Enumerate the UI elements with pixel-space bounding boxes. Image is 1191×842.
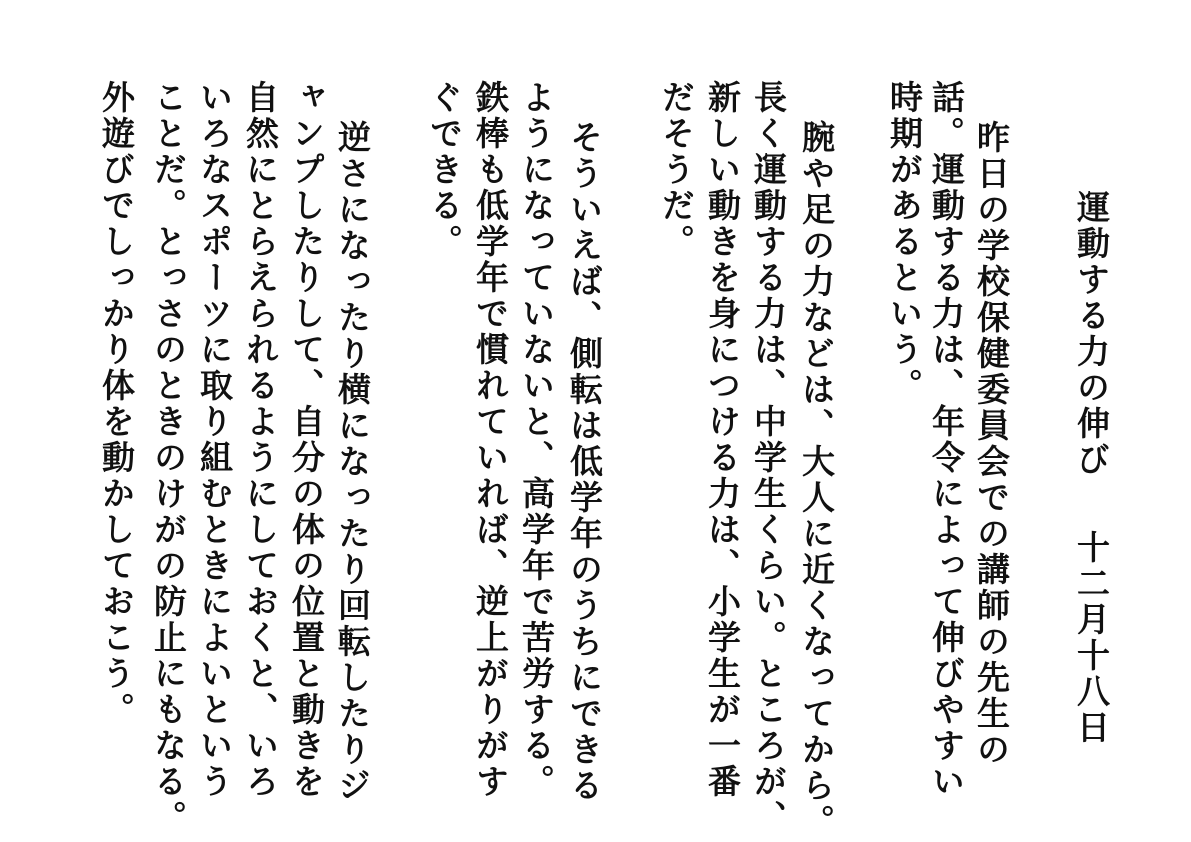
paragraph-1-line-3: 時期があるという。 — [885, 80, 924, 404]
paragraph-4-line-2: ャンプしたりして、自分の体の位置と動きを — [287, 80, 326, 800]
paragraph-3-line-4: ぐできる。 — [425, 80, 464, 260]
paragraph-4-line-1: 逆さになったり横になったり回転したりジ — [333, 120, 372, 804]
paragraph-3-line-3: 鉄棒も低学年で慣れていれば、逆上がりがす — [471, 80, 510, 800]
paragraph-1-line-2: 話。運動する力は、年令によって伸びやすい — [927, 80, 966, 800]
paragraph-1-line-1: 昨日の学校保健委員会での講師の先生の — [972, 120, 1011, 768]
paragraph-4-line-6: 外遊びでしっかり体を動かしておこう。 — [97, 80, 136, 728]
paragraph-2-line-3: 新しい動きを身につける力は、小学生が一番 — [703, 80, 742, 800]
paragraph-2-line-2: 長く運動する力は、中学生くらい。ところが、 — [749, 80, 788, 836]
paragraph-2-line-1: 腕や足の力などは、大人に近くなってから。 — [797, 120, 836, 840]
paragraph-4-line-4: いろなスポーツに取り組むときによいという — [195, 80, 234, 800]
document-title: 運動する力の伸び — [1072, 190, 1111, 478]
paragraph-4-line-5: ことだ。とっさのときのけがの防止にもなる。 — [149, 80, 188, 836]
paragraph-4-line-3: 自然にとらえられるようにしておくと、いろ — [241, 80, 280, 800]
document-date: 十二月十八日 — [1072, 530, 1111, 746]
paragraph-3-line-1: そういえば、側転は低学年のうちにできる — [565, 120, 604, 804]
paragraph-3-line-2: ようになっていないと、高学年で苦労する。 — [517, 80, 556, 800]
paragraph-2-line-4: だそうだ。 — [657, 80, 696, 260]
